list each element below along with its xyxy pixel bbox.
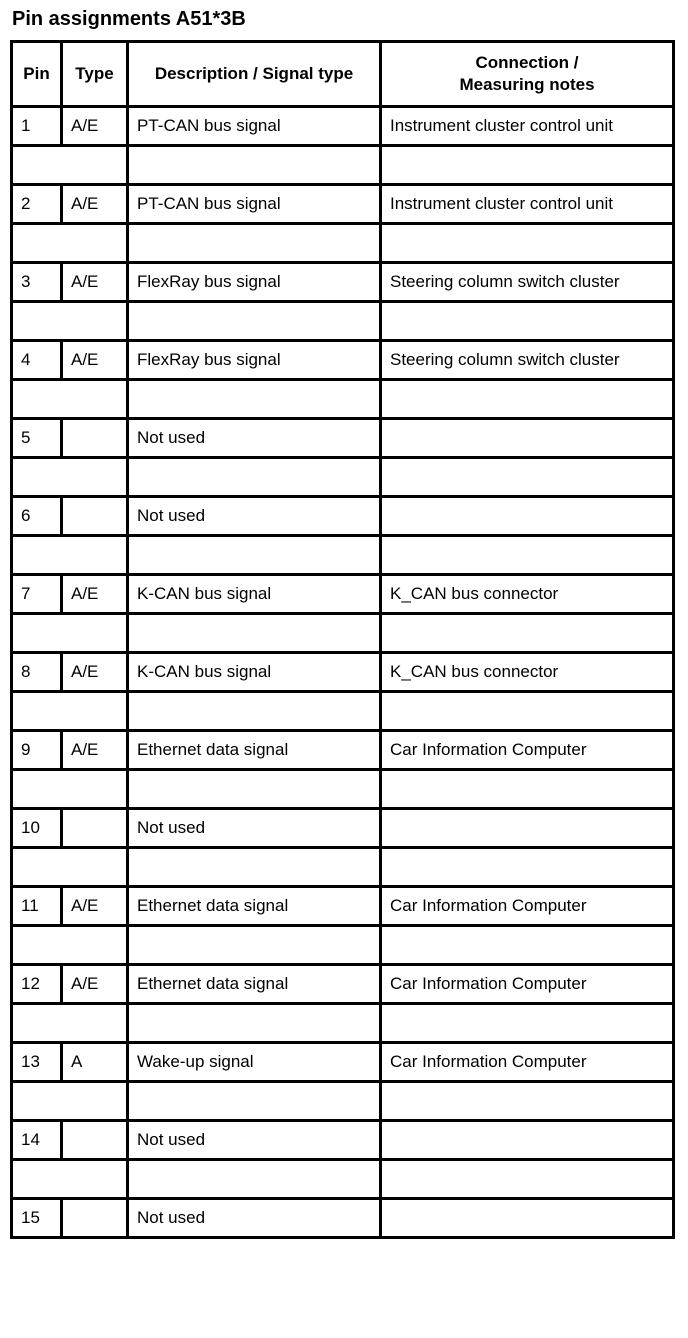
table-header-row — [12, 42, 674, 107]
connection-cell: K_CAN bus connector — [381, 653, 674, 692]
description-cell: K-CAN bus signal — [128, 575, 381, 614]
spacer-cell — [128, 692, 381, 731]
type-cell — [62, 497, 128, 536]
connection-cell: Instrument cluster control unit — [381, 107, 674, 146]
spacer-cell — [128, 770, 381, 809]
spacer-cell — [12, 770, 128, 809]
spacer-cell — [128, 302, 381, 341]
spacer-cell — [12, 380, 128, 419]
table-row — [12, 809, 674, 848]
spacer-row — [12, 302, 674, 341]
table-row — [12, 263, 674, 302]
pin-cell: 2 — [12, 185, 62, 224]
table-row — [12, 575, 674, 614]
spacer-cell — [381, 1082, 674, 1121]
spacer-cell — [12, 1160, 128, 1199]
pin-cell: 15 — [12, 1199, 62, 1238]
pin-cell: 13 — [12, 1043, 62, 1082]
table-row — [12, 497, 674, 536]
description-cell: Not used — [128, 809, 381, 848]
header-connection — [381, 42, 674, 107]
description-cell: PT-CAN bus signal — [128, 107, 381, 146]
spacer-row — [12, 926, 674, 965]
connection-cell: Car Information Computer — [381, 965, 674, 1004]
description-cell: FlexRay bus signal — [128, 263, 381, 302]
connection-cell — [381, 1121, 674, 1160]
type-cell: A/E — [62, 965, 128, 1004]
spacer-cell — [381, 1160, 674, 1199]
header-pin: Pin — [12, 42, 62, 107]
spacer-cell — [12, 458, 128, 497]
pin-cell: 10 — [12, 809, 62, 848]
connection-cell — [381, 809, 674, 848]
spacer-row — [12, 1082, 674, 1121]
connection-cell: K_CAN bus connector — [381, 575, 674, 614]
connection-cell — [381, 419, 674, 458]
description-cell: Wake-up signal — [128, 1043, 381, 1082]
spacer-cell — [381, 536, 674, 575]
type-cell: A/E — [62, 341, 128, 380]
type-cell — [62, 809, 128, 848]
connection-cell: Steering column switch cluster — [381, 341, 674, 380]
spacer-row — [12, 1004, 674, 1043]
spacer-cell — [381, 692, 674, 731]
spacer-row — [12, 848, 674, 887]
connection-cell — [381, 1199, 674, 1238]
table-row — [12, 1121, 674, 1160]
spacer-row — [12, 536, 674, 575]
table-body — [12, 107, 674, 1238]
type-cell — [62, 419, 128, 458]
table-row — [12, 653, 674, 692]
spacer-cell — [381, 1004, 674, 1043]
spacer-cell — [12, 536, 128, 575]
pin-cell: 4 — [12, 341, 62, 380]
description-cell: FlexRay bus signal — [128, 341, 381, 380]
pin-cell: 7 — [12, 575, 62, 614]
table-row — [12, 1199, 674, 1238]
spacer-cell — [12, 926, 128, 965]
pin-cell: 12 — [12, 965, 62, 1004]
type-cell: A/E — [62, 185, 128, 224]
type-cell: A — [62, 1043, 128, 1082]
description-cell: Ethernet data signal — [128, 887, 381, 926]
connection-cell: Car Information Computer — [381, 731, 674, 770]
spacer-cell — [128, 224, 381, 263]
spacer-row — [12, 614, 674, 653]
spacer-row — [12, 1160, 674, 1199]
spacer-row — [12, 224, 674, 263]
type-cell — [62, 1199, 128, 1238]
spacer-row — [12, 458, 674, 497]
spacer-cell — [381, 380, 674, 419]
pin-cell: 5 — [12, 419, 62, 458]
pin-cell: 9 — [12, 731, 62, 770]
pin-cell: 3 — [12, 263, 62, 302]
spacer-cell — [128, 458, 381, 497]
page-title: Pin assignments A51*3B — [12, 8, 246, 30]
description-cell: Not used — [128, 1121, 381, 1160]
connection-cell: Car Information Computer — [381, 1043, 674, 1082]
description-cell: Not used — [128, 497, 381, 536]
connection-cell — [381, 497, 674, 536]
pin-cell: 11 — [12, 887, 62, 926]
pin-cell: 8 — [12, 653, 62, 692]
type-cell: A/E — [62, 731, 128, 770]
spacer-row — [12, 380, 674, 419]
spacer-cell — [381, 770, 674, 809]
table-row — [12, 731, 674, 770]
type-cell — [62, 1121, 128, 1160]
header-connection-label: Connection / Measuring notes — [459, 53, 595, 94]
spacer-cell — [128, 1004, 381, 1043]
connection-cell: Car Information Computer — [381, 887, 674, 926]
pin-cell: 14 — [12, 1121, 62, 1160]
spacer-cell — [12, 224, 128, 263]
spacer-cell — [12, 1004, 128, 1043]
spacer-cell — [128, 146, 381, 185]
description-cell: Ethernet data signal — [128, 731, 381, 770]
type-cell: A/E — [62, 575, 128, 614]
table-row — [12, 107, 674, 146]
spacer-cell — [381, 848, 674, 887]
spacer-cell — [128, 1160, 381, 1199]
spacer-cell — [381, 224, 674, 263]
spacer-row — [12, 692, 674, 731]
description-cell: Not used — [128, 419, 381, 458]
spacer-cell — [12, 692, 128, 731]
description-cell: Not used — [128, 1199, 381, 1238]
type-cell: A/E — [62, 653, 128, 692]
table-row — [12, 965, 674, 1004]
spacer-row — [12, 146, 674, 185]
spacer-cell — [381, 302, 674, 341]
description-cell: Ethernet data signal — [128, 965, 381, 1004]
header-description: Description / Signal type — [128, 42, 381, 107]
spacer-cell — [128, 926, 381, 965]
type-cell: A/E — [62, 107, 128, 146]
spacer-cell — [128, 380, 381, 419]
table-row — [12, 185, 674, 224]
spacer-cell — [381, 614, 674, 653]
spacer-cell — [128, 536, 381, 575]
pin-cell: 6 — [12, 497, 62, 536]
spacer-cell — [128, 1082, 381, 1121]
connection-cell: Steering column switch cluster — [381, 263, 674, 302]
table-row — [12, 887, 674, 926]
spacer-cell — [12, 848, 128, 887]
pin-cell: 1 — [12, 107, 62, 146]
description-cell: PT-CAN bus signal — [128, 185, 381, 224]
header-type: Type — [62, 42, 128, 107]
spacer-cell — [128, 848, 381, 887]
table-row — [12, 419, 674, 458]
spacer-cell — [128, 614, 381, 653]
table-row — [12, 341, 674, 380]
pin-assignment-table — [10, 40, 675, 1239]
spacer-cell — [381, 146, 674, 185]
spacer-cell — [381, 458, 674, 497]
spacer-row — [12, 770, 674, 809]
spacer-cell — [12, 146, 128, 185]
connection-cell: Instrument cluster control unit — [381, 185, 674, 224]
table-row — [12, 1043, 674, 1082]
spacer-cell — [12, 1082, 128, 1121]
description-cell: K-CAN bus signal — [128, 653, 381, 692]
spacer-cell — [12, 302, 128, 341]
type-cell: A/E — [62, 263, 128, 302]
type-cell: A/E — [62, 887, 128, 926]
spacer-cell — [12, 614, 128, 653]
spacer-cell — [381, 926, 674, 965]
